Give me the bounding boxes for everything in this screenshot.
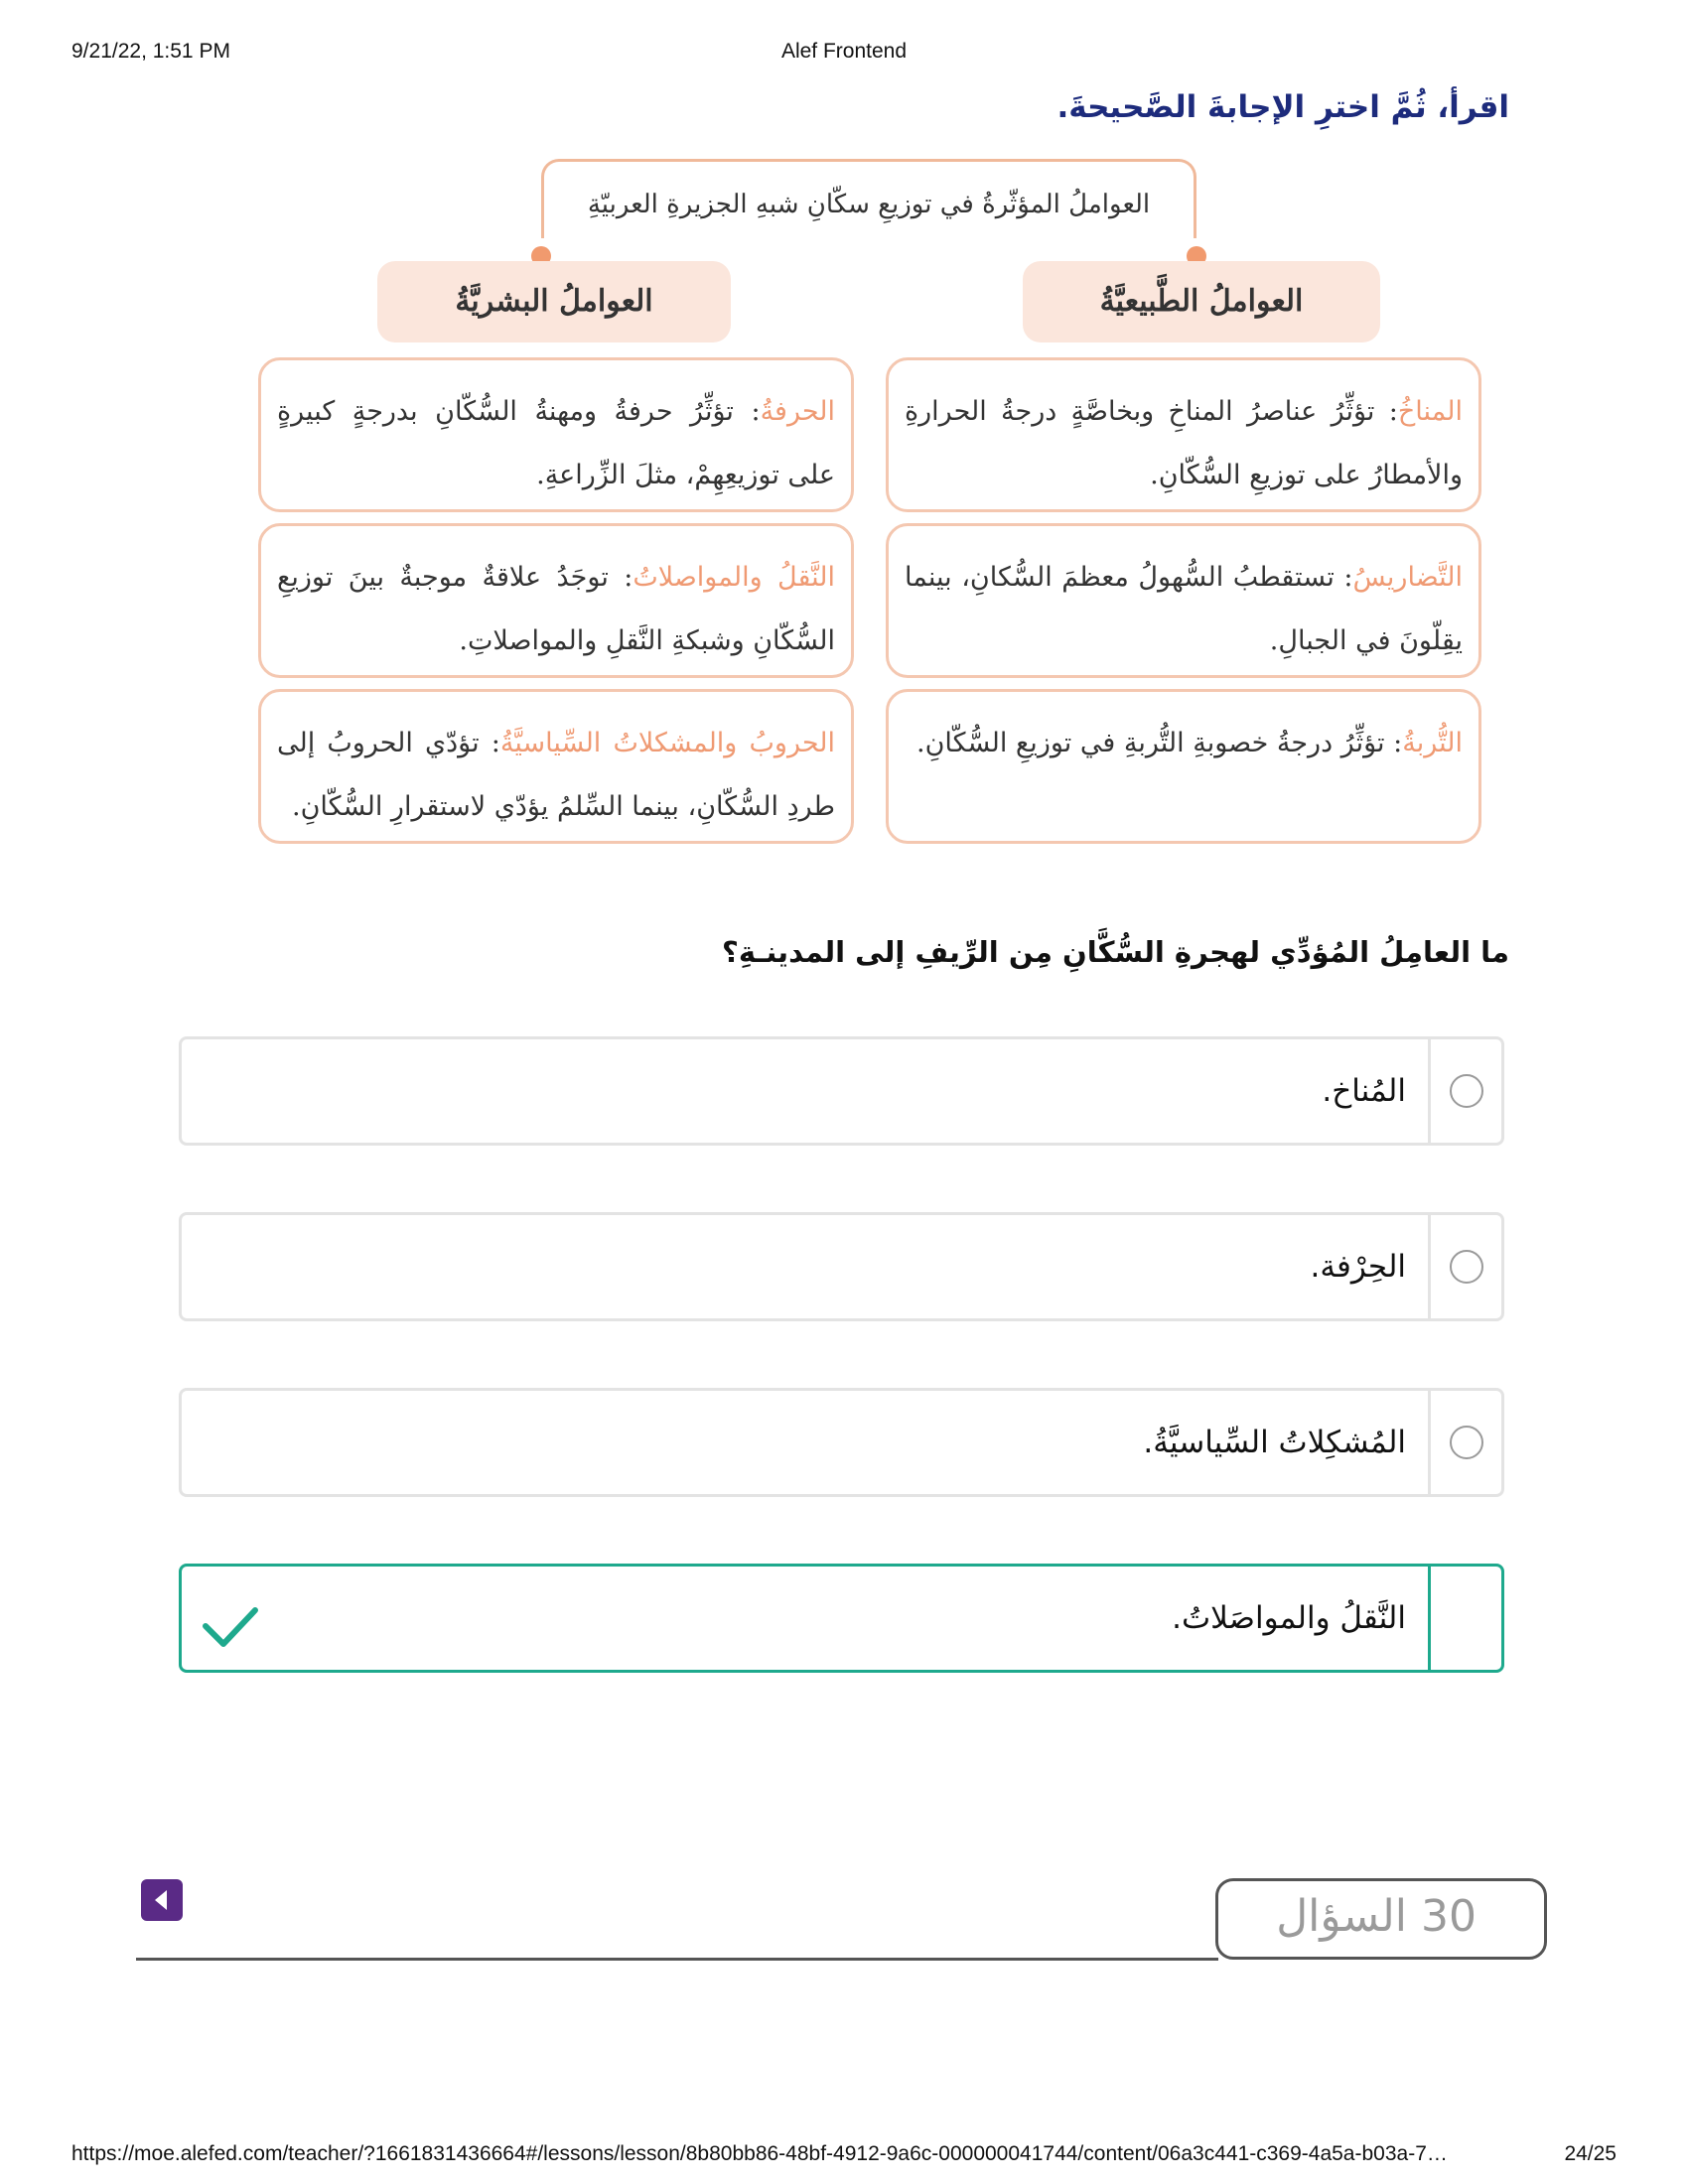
radio-button[interactable] xyxy=(1450,1250,1483,1284)
option-radio-cell[interactable] xyxy=(1428,1039,1501,1143)
option-label: الحِرْفة. xyxy=(1310,1249,1406,1285)
diagram-title: العواملُ المؤثّرةُ في توزيعِ سكّانِ شبهِ الجزيرةِ العربيّةِ xyxy=(587,190,1151,219)
diagram-title-box xyxy=(541,159,1196,238)
answer-option[interactable] xyxy=(179,1388,1504,1497)
answer-option-correct[interactable] xyxy=(179,1564,1504,1673)
factor-term: المناخُ xyxy=(1397,396,1463,427)
radio-button[interactable] xyxy=(1450,1426,1483,1459)
factor-box-climate xyxy=(886,357,1481,512)
factor-term: الحروبُ والمشكلاتُ السِّياسيَّةُ xyxy=(499,728,835,758)
print-datetime: 9/21/22, 1:51 PM xyxy=(71,40,230,63)
radio-button[interactable] xyxy=(1450,1074,1483,1108)
factors-diagram xyxy=(248,159,1499,854)
factor-text: : تؤثِّرُ درجةُ خصوبةِ التُّربةِ في توزيعِ السُّكّانِ. xyxy=(915,728,1403,758)
factor-term: الحرفةُ xyxy=(760,396,835,427)
checkmark-icon xyxy=(200,1602,261,1652)
factor-text: : تؤثِّرُ حرفةُ ومهنةُ السُّكّانِ بدرجةٍ كبيرةٍ على توزيعِهِمْ، مثلَ الزِّراعةِ. xyxy=(277,396,835,490)
factor-text: : تستقطبُ السُّهولُ معظمَ السُّكانِ، بينما يقِلّونَ في الجبالِ. xyxy=(905,562,1463,656)
question-number-tab xyxy=(1215,1878,1547,1960)
caret-left-icon xyxy=(141,1879,183,1921)
question-text: ما العامِلُ المُؤدِّي لهجرةِ السُّكَّانِ مِن الرِّيفِ إلى المدينـةِ؟ xyxy=(722,935,1509,969)
option-label: المُشكِلاتُ السِّياسيَّةُ. xyxy=(1143,1425,1406,1460)
print-page-number: 24/25 xyxy=(1564,2142,1617,2165)
question-number-label: 30 السؤال xyxy=(1276,1891,1477,1942)
factor-term: النَّقلُ والمواصلاتُ xyxy=(633,562,835,593)
nav-divider xyxy=(136,1958,1218,1961)
option-radio-cell[interactable] xyxy=(1428,1567,1501,1670)
factor-text: : توجَدُ علاقةٌ موجبةٌ بينَ توزيعِ السُّكّانِ وشبكةِ النَّقلِ والمواصلاتِ. xyxy=(277,562,835,656)
factor-box-transport xyxy=(258,523,854,678)
answer-option[interactable] xyxy=(179,1212,1504,1321)
option-radio-cell[interactable] xyxy=(1428,1215,1501,1318)
factor-term: التُّربةُ xyxy=(1402,728,1463,758)
human-factors-heading: العواملُ البشريَّةُ xyxy=(377,261,731,342)
natural-factors-heading: العواملُ الطَّبيعيَّةُ xyxy=(1023,261,1380,342)
print-title: Alef Frontend xyxy=(780,40,908,63)
previous-button[interactable] xyxy=(141,1879,183,1921)
factor-box-terrain xyxy=(886,523,1481,678)
instruction-text: اقرأ، ثُمَّ اخترِ الإجابةَ الصَّحيحةَ. xyxy=(1056,89,1509,125)
option-label: المُناخ. xyxy=(1322,1073,1406,1109)
print-footer xyxy=(71,2142,1617,2172)
factor-box-occupation xyxy=(258,357,854,512)
option-label: النَّقلُ والمواصَلاتُ. xyxy=(1172,1600,1406,1636)
factor-text: : تؤثِّرُ عناصرُ المناخِ وبخاصَّةٍ درجةُ الحرارةِ والأمطارُ على توزيعِ السُّكّانِ. xyxy=(905,396,1463,490)
factor-box-soil xyxy=(886,689,1481,844)
option-radio-cell[interactable] xyxy=(1428,1391,1501,1494)
factor-term: التَّضاريسُ xyxy=(1352,562,1463,593)
print-header xyxy=(71,40,1617,69)
answer-option[interactable] xyxy=(179,1036,1504,1146)
factor-text: : تؤدّي الحروبُ إلى طردِ السُّكّانِ، بينما السِّلمُ يؤدّي لاستقرارِ السُّكّانِ. xyxy=(277,728,835,822)
factor-box-wars xyxy=(258,689,854,844)
print-url: https://moe.alefed.com/teacher/?1661831436664#/lessons/lesson/8b80bb86-48bf-4912-9a6c-000000041744/content/06a3c441-c369-4a5a-b03a-7… xyxy=(71,2142,1448,2165)
